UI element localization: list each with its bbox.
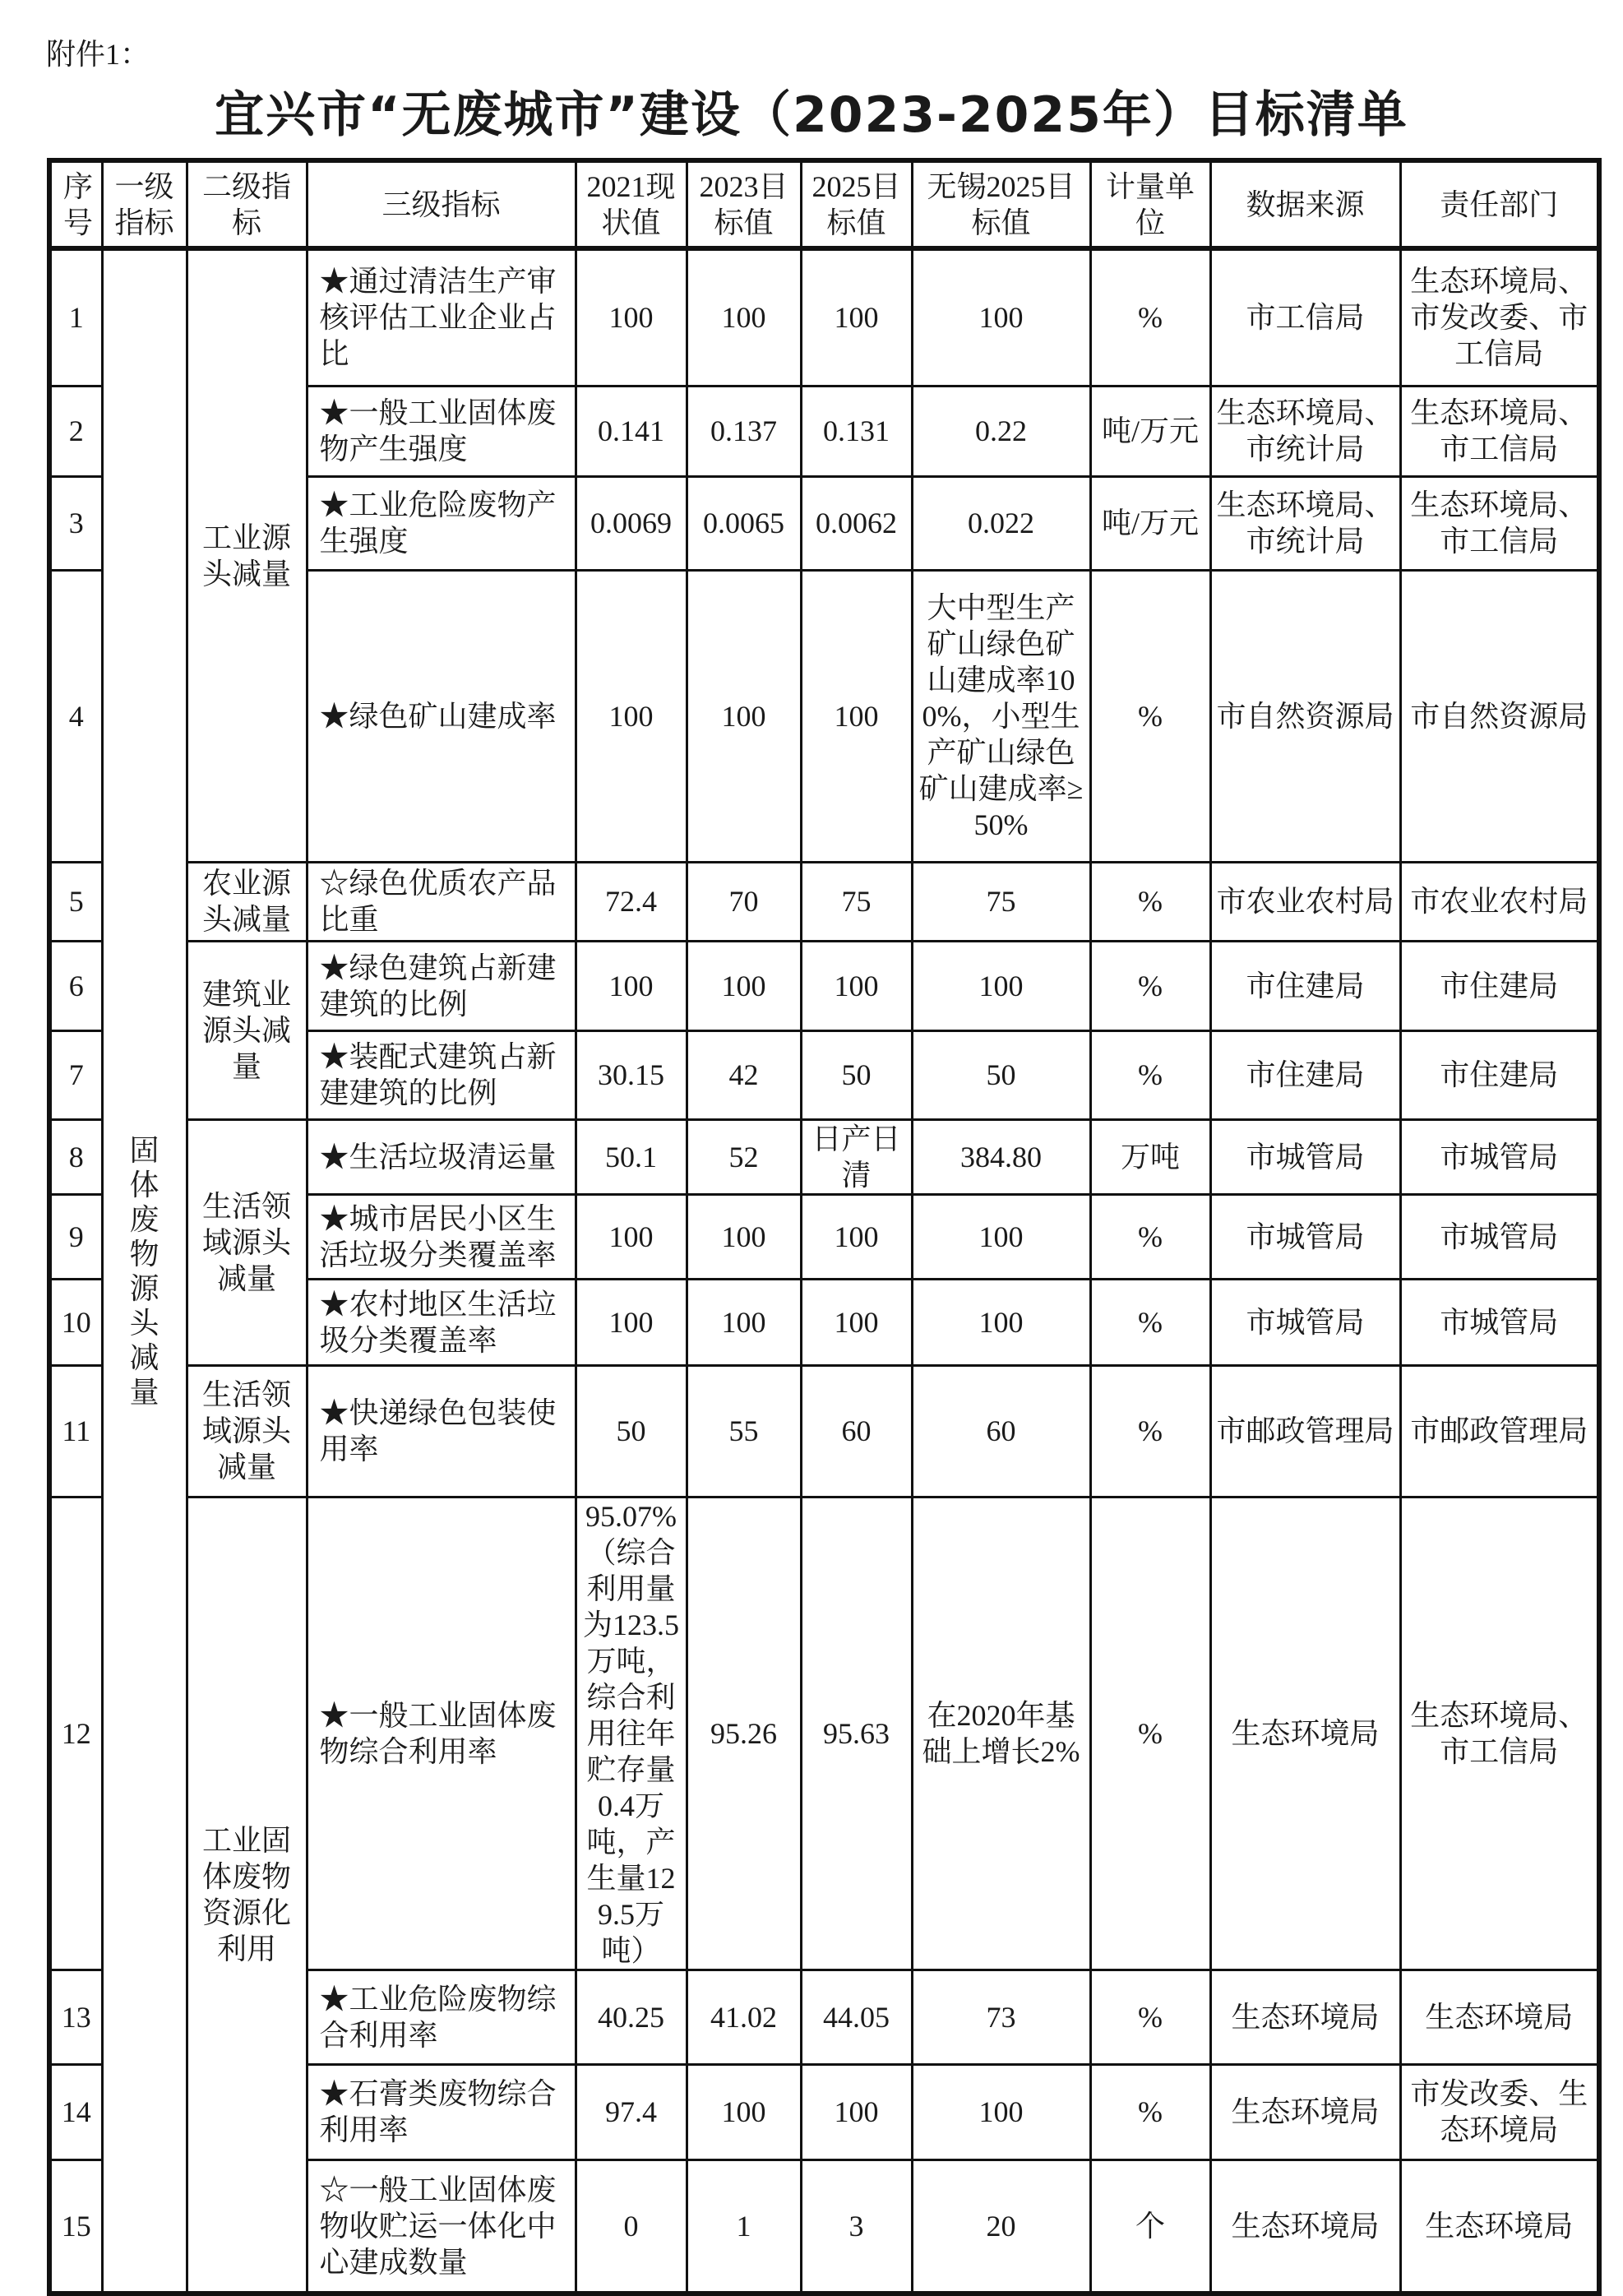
wuxi-target: 73 xyxy=(912,1970,1090,2064)
unit-cell: % xyxy=(1090,862,1210,941)
target-2025: 95.63 xyxy=(801,1497,912,1970)
target-2025: 100 xyxy=(801,570,912,862)
header-no: 序号 xyxy=(49,160,102,248)
data-source: 市邮政管理局 xyxy=(1210,1365,1400,1497)
indicator-cell: ★通过清洁生产审核评估工业企业占比 xyxy=(307,248,576,386)
wuxi-target: 75 xyxy=(912,862,1090,941)
header-responsible-dept: 责任部门 xyxy=(1400,160,1599,248)
level1-indicator: 固体废物源头减量 xyxy=(102,248,187,2294)
data-source: 市住建局 xyxy=(1210,1030,1400,1119)
target-2025: 日产日清 xyxy=(801,1119,912,1194)
data-source: 市城管局 xyxy=(1210,1119,1400,1194)
responsible-dept: 市住建局 xyxy=(1400,1030,1599,1119)
target-2025: 50 xyxy=(801,1030,912,1119)
level2-indicator: 生活领域源头减量 xyxy=(187,1119,307,1365)
wuxi-target: 0.022 xyxy=(912,476,1090,570)
indicator-cell: ★生活垃圾清运量 xyxy=(307,1119,576,1194)
responsible-dept: 市城管局 xyxy=(1400,1279,1599,1365)
value-2021: 100 xyxy=(576,1194,687,1279)
responsible-dept: 市农业农村局 xyxy=(1400,862,1599,941)
page-title: 宜兴市“无废城市”建设（2023-2025年）目标清单 xyxy=(215,86,1408,144)
unit-cell: % xyxy=(1090,1279,1210,1365)
value-2021: 100 xyxy=(576,1279,687,1365)
target-2023: 41.02 xyxy=(687,1970,801,2064)
target-2023: 100 xyxy=(687,2064,801,2159)
header-level2: 二级指标 xyxy=(187,160,307,248)
data-source: 生态环境局、市统计局 xyxy=(1210,476,1400,570)
level2-indicator: 农业源头减量 xyxy=(187,862,307,941)
data-source: 生态环境局 xyxy=(1210,2064,1400,2159)
indicator-cell: ☆绿色优质农产品比重 xyxy=(307,862,576,941)
value-2021: 40.25 xyxy=(576,1970,687,2064)
value-2021: 100 xyxy=(576,570,687,862)
row-number: 11 xyxy=(49,1365,102,1497)
value-2021: 30.15 xyxy=(576,1030,687,1119)
value-2021: 100 xyxy=(576,248,687,386)
header-2025-target: 2025目标值 xyxy=(801,160,912,248)
target-2023: 70 xyxy=(687,862,801,941)
value-2021: 0.0069 xyxy=(576,476,687,570)
target-2025: 44.05 xyxy=(801,1970,912,2064)
row-number: 12 xyxy=(49,1497,102,1970)
unit-cell: % xyxy=(1090,570,1210,862)
target-2023: 100 xyxy=(687,570,801,862)
table-row xyxy=(49,1365,1599,1497)
target-2025: 3 xyxy=(801,2159,912,2294)
unit-cell: % xyxy=(1090,1497,1210,1970)
wuxi-target: 100 xyxy=(912,248,1090,386)
responsible-dept: 市邮政管理局 xyxy=(1400,1365,1599,1497)
target-2025: 0.0062 xyxy=(801,476,912,570)
responsible-dept: 生态环境局、市工信局 xyxy=(1400,386,1599,476)
data-source: 市城管局 xyxy=(1210,1279,1400,1365)
target-2023: 100 xyxy=(687,1279,801,1365)
value-2021: 50 xyxy=(576,1365,687,1497)
unit-cell: 吨/万元 xyxy=(1090,476,1210,570)
indicator-cell: ★城市居民小区生活垃圾分类覆盖率 xyxy=(307,1194,576,1279)
responsible-dept: 生态环境局、市发改委、市工信局 xyxy=(1400,248,1599,386)
responsible-dept: 市发改委、生态环境局 xyxy=(1400,2064,1599,2159)
value-2021: 0 xyxy=(576,2159,687,2294)
header-level3: 三级指标 xyxy=(307,160,576,248)
target-list-table xyxy=(47,158,1602,2296)
indicator-cell: ★一般工业固体废物产生强度 xyxy=(307,386,576,476)
responsible-dept: 市城管局 xyxy=(1400,1119,1599,1194)
indicator-cell: ★绿色建筑占新建建筑的比例 xyxy=(307,941,576,1030)
target-2023: 0.137 xyxy=(687,386,801,476)
responsible-dept: 生态环境局 xyxy=(1400,2159,1599,2294)
responsible-dept: 市城管局 xyxy=(1400,1194,1599,1279)
row-number: 6 xyxy=(49,941,102,1030)
data-source: 市农业农村局 xyxy=(1210,862,1400,941)
value-2021: 0.141 xyxy=(576,386,687,476)
wuxi-target: 0.22 xyxy=(912,386,1090,476)
wuxi-target: 50 xyxy=(912,1030,1090,1119)
indicator-cell: ★农村地区生活垃圾分类覆盖率 xyxy=(307,1279,576,1365)
responsible-dept: 生态环境局 xyxy=(1400,1970,1599,2064)
data-source: 市自然资源局 xyxy=(1210,570,1400,862)
table-row xyxy=(49,862,1599,941)
unit-cell: 吨/万元 xyxy=(1090,386,1210,476)
target-2023: 42 xyxy=(687,1030,801,1119)
row-number: 8 xyxy=(49,1119,102,1194)
row-number: 7 xyxy=(49,1030,102,1119)
data-source: 生态环境局 xyxy=(1210,1970,1400,2064)
unit-cell: 万吨 xyxy=(1090,1119,1210,1194)
indicator-cell: ★工业危险废物产生强度 xyxy=(307,476,576,570)
wuxi-target: 20 xyxy=(912,2159,1090,2294)
row-number: 3 xyxy=(49,476,102,570)
table-row xyxy=(49,941,1599,1030)
target-2023: 55 xyxy=(687,1365,801,1497)
target-2025: 100 xyxy=(801,248,912,386)
target-2023: 100 xyxy=(687,1194,801,1279)
data-source: 市城管局 xyxy=(1210,1194,1400,1279)
indicator-cell: ★快递绿色包装使用率 xyxy=(307,1365,576,1497)
unit-cell: % xyxy=(1090,941,1210,1030)
value-2021: 97.4 xyxy=(576,2064,687,2159)
data-source: 市住建局 xyxy=(1210,941,1400,1030)
table-row xyxy=(49,1497,1599,1970)
data-source: 生态环境局、市统计局 xyxy=(1210,386,1400,476)
level2-indicator: 建筑业源头减量 xyxy=(187,941,307,1119)
responsible-dept: 生态环境局、市工信局 xyxy=(1400,1497,1599,1970)
row-number: 9 xyxy=(49,1194,102,1279)
target-2023: 95.26 xyxy=(687,1497,801,1970)
header-wuxi-2025-target: 无锡2025目标值 xyxy=(912,160,1090,248)
table-row xyxy=(49,248,1599,386)
value-2021: 72.4 xyxy=(576,862,687,941)
level2-indicator: 工业源头减量 xyxy=(187,248,307,862)
wuxi-target: 100 xyxy=(912,1279,1090,1365)
target-2023: 100 xyxy=(687,941,801,1030)
unit-cell: % xyxy=(1090,2064,1210,2159)
unit-cell: % xyxy=(1090,1194,1210,1279)
header-2023-target: 2023目标值 xyxy=(687,160,801,248)
row-number: 1 xyxy=(49,248,102,386)
responsible-dept: 生态环境局、市工信局 xyxy=(1400,476,1599,570)
header-2021-current: 2021现状值 xyxy=(576,160,687,248)
indicator-cell: ☆一般工业固体废物收贮运一体化中心建成数量 xyxy=(307,2159,576,2294)
indicator-cell: ★装配式建筑占新建建筑的比例 xyxy=(307,1030,576,1119)
attachment-label: 附件1： xyxy=(46,38,150,71)
header-row xyxy=(49,160,1599,248)
wuxi-target: 100 xyxy=(912,941,1090,1030)
target-2025: 100 xyxy=(801,1194,912,1279)
indicator-cell: ★石膏类废物综合利用率 xyxy=(307,2064,576,2159)
wuxi-target: 大中型生产矿山绿色矿山建成率100%，小型生产矿山绿色矿山建成率≥50% xyxy=(912,570,1090,862)
target-2023: 52 xyxy=(687,1119,801,1194)
target-2023: 0.0065 xyxy=(687,476,801,570)
level2-indicator: 生活领域源头减量 xyxy=(187,1365,307,1497)
row-number: 15 xyxy=(49,2159,102,2294)
target-2025: 100 xyxy=(801,2064,912,2159)
responsible-dept: 市自然资源局 xyxy=(1400,570,1599,862)
target-2023: 1 xyxy=(687,2159,801,2294)
wuxi-target: 100 xyxy=(912,1194,1090,1279)
value-2021: 50.1 xyxy=(576,1119,687,1194)
header-unit: 计量单位 xyxy=(1090,160,1210,248)
indicator-cell: ★一般工业固体废物综合利用率 xyxy=(307,1497,576,1970)
data-source: 市工信局 xyxy=(1210,248,1400,386)
unit-cell: % xyxy=(1090,1970,1210,2064)
row-number: 10 xyxy=(49,1279,102,1365)
data-source: 生态环境局 xyxy=(1210,2159,1400,2294)
row-number: 5 xyxy=(49,862,102,941)
unit-cell: 个 xyxy=(1090,2159,1210,2294)
value-2021: 95.07%（综合利用量为123.5万吨，综合利用往年贮存量0.4万吨，产生量129.5万吨） xyxy=(576,1497,687,1970)
wuxi-target: 60 xyxy=(912,1365,1090,1497)
indicator-cell: ★工业危险废物综合利用率 xyxy=(307,1970,576,2064)
row-number: 13 xyxy=(49,1970,102,2064)
row-number: 14 xyxy=(49,2064,102,2159)
indicator-cell: ★绿色矿山建成率 xyxy=(307,570,576,862)
target-2025: 75 xyxy=(801,862,912,941)
target-2025: 60 xyxy=(801,1365,912,1497)
value-2021: 100 xyxy=(576,941,687,1030)
target-2025: 100 xyxy=(801,941,912,1030)
data-source: 生态环境局 xyxy=(1210,1497,1400,1970)
unit-cell: % xyxy=(1090,1365,1210,1497)
header-level1: 一级指标 xyxy=(102,160,187,248)
header-data-source: 数据来源 xyxy=(1210,160,1400,248)
row-number: 2 xyxy=(49,386,102,476)
responsible-dept: 市住建局 xyxy=(1400,941,1599,1030)
unit-cell: % xyxy=(1090,1030,1210,1119)
level2-indicator: 工业固体废物资源化利用 xyxy=(187,1497,307,2294)
wuxi-target: 384.80 xyxy=(912,1119,1090,1194)
wuxi-target: 100 xyxy=(912,2064,1090,2159)
target-2025: 100 xyxy=(801,1279,912,1365)
table-row xyxy=(49,1119,1599,1194)
target-2025: 0.131 xyxy=(801,386,912,476)
target-2023: 100 xyxy=(687,248,801,386)
unit-cell: % xyxy=(1090,248,1210,386)
wuxi-target: 在2020年基础上增长2% xyxy=(912,1497,1090,1970)
row-number: 4 xyxy=(49,570,102,862)
